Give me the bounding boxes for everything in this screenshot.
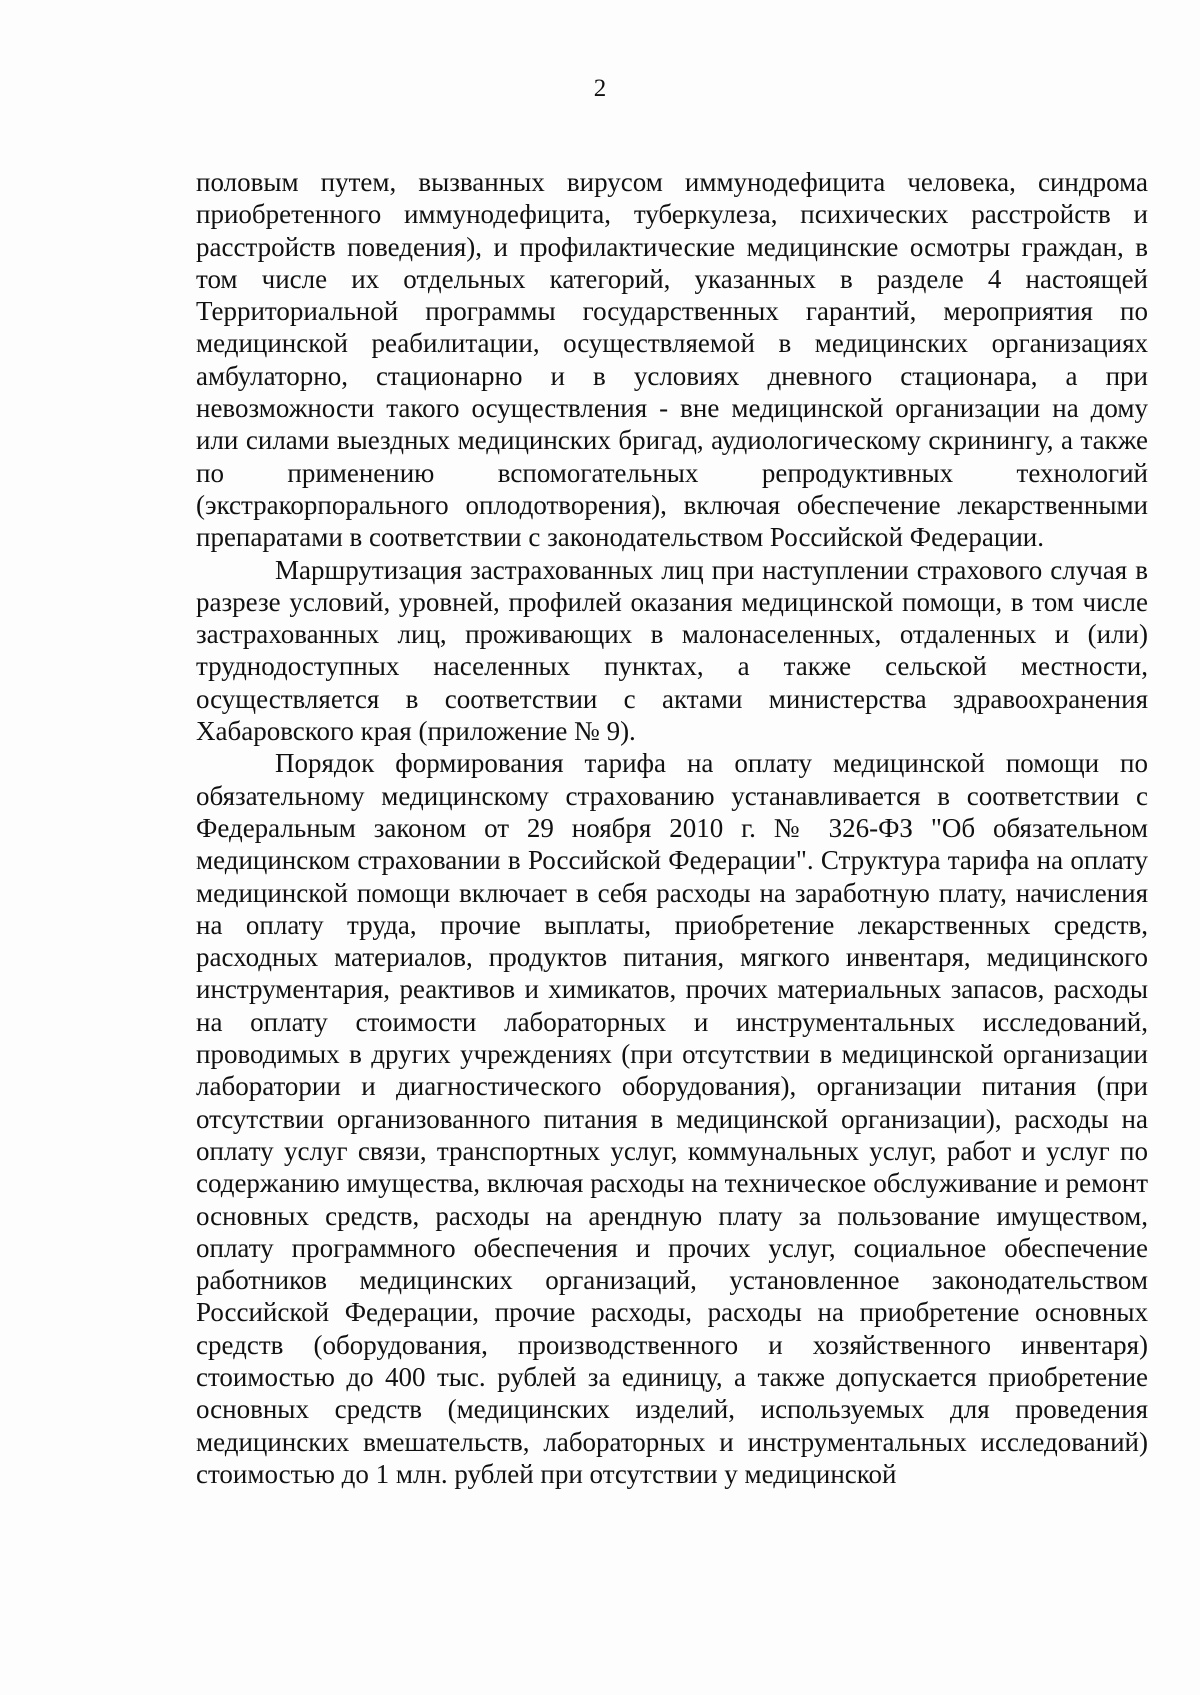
page-number: 2 bbox=[593, 75, 607, 102]
paragraph-tariff: Порядок формирования тарифа на оплату медицинской помощи по обязательному медицинскому страхованию устанавливается в соответствии с Федеральным законом от 29 ноября 2010 г. № 326-ФЗ "Об обязательном медицинском страховании в Российской Федерации". Структура тарифа на оплату медицинской помощи включает в себя расходы на заработную плату, начисления на оплату труда, прочие выплаты, приобретение лекарственных средств, расходных материалов, продуктов питания, мягкого инвентаря, медицинского инструментария, реактивов и химикатов, прочих материальных запасов, расходы на оплату стоимости лабораторных и инструментальных исследований, проводимых в других учреждениях (при отсутствии в медицинской организации лаборатории и диагностического оборудования), организации питания (при отсутствии организованного питания в медицинской организации), расходы на оплату услуг связи, транспортных услуг, коммунальных услуг, работ и услуг по содержанию имущества, включая расходы на техническое обслуживание и ремонт основных средств, расходы на арендную плату за пользование имуществом, оплату программного обеспечения и прочих услуг, социальное обеспечение работников медицинских организаций, установленное законодательством Российской Федерации, прочие расходы, расходы на приобретение основных средств (оборудования, производственного и хозяйственного инвентаря) стоимостью до 400 тыс. рублей за единицу, а также допускается приобретение основных средств (медицинских изделий, используемых для проведения медицинских вмешательств, лабораторных и инструментальных исследований) стоимостью до 1 млн. рублей при отсутствии у медицинской bbox=[196, 748, 1148, 1489]
paragraph-continuation: половым путем, вызванных вирусом иммунодефицита человека, синдрома приобретенного иммунодефицита, туберкулеза, психических расстройств и расстройств поведения), и профилактические медицинские осмотры граждан, в том числе их отдельных категорий, указанных в разделе 4 настоящей Территориальной программы государственных гарантий, мероприятия по медицинской реабилитации, осуществляемой в медицинских организациях амбулаторно, стационарно и в условиях дневного стационара, а при невозможности такого осуществления - вне медицинской организации на дому или силами выездных медицинских бригад, аудиологическому скринингу, а также по применению вспомогательных репродуктивных технологий (экстракорпорального оплодотворения), включая обеспечение лекарственными препаратами в соответствии с законодательством Российской Федерации. bbox=[196, 167, 1148, 553]
paragraph-routing: Маршрутизация застрахованных лиц при наступлении страхового случая в разрезе условий, уровней, профилей оказания медицинской помощи, в том числе застрахованных лиц, проживающих в малонаселенных, отдаленных и (или) труднодоступных населенных пунктах, а также сельской местности, осуществляется в соответствии с актами министерства здравоохранения Хабаровского края (приложение № 9). bbox=[196, 554, 1148, 747]
document-body bbox=[196, 166, 1148, 1490]
